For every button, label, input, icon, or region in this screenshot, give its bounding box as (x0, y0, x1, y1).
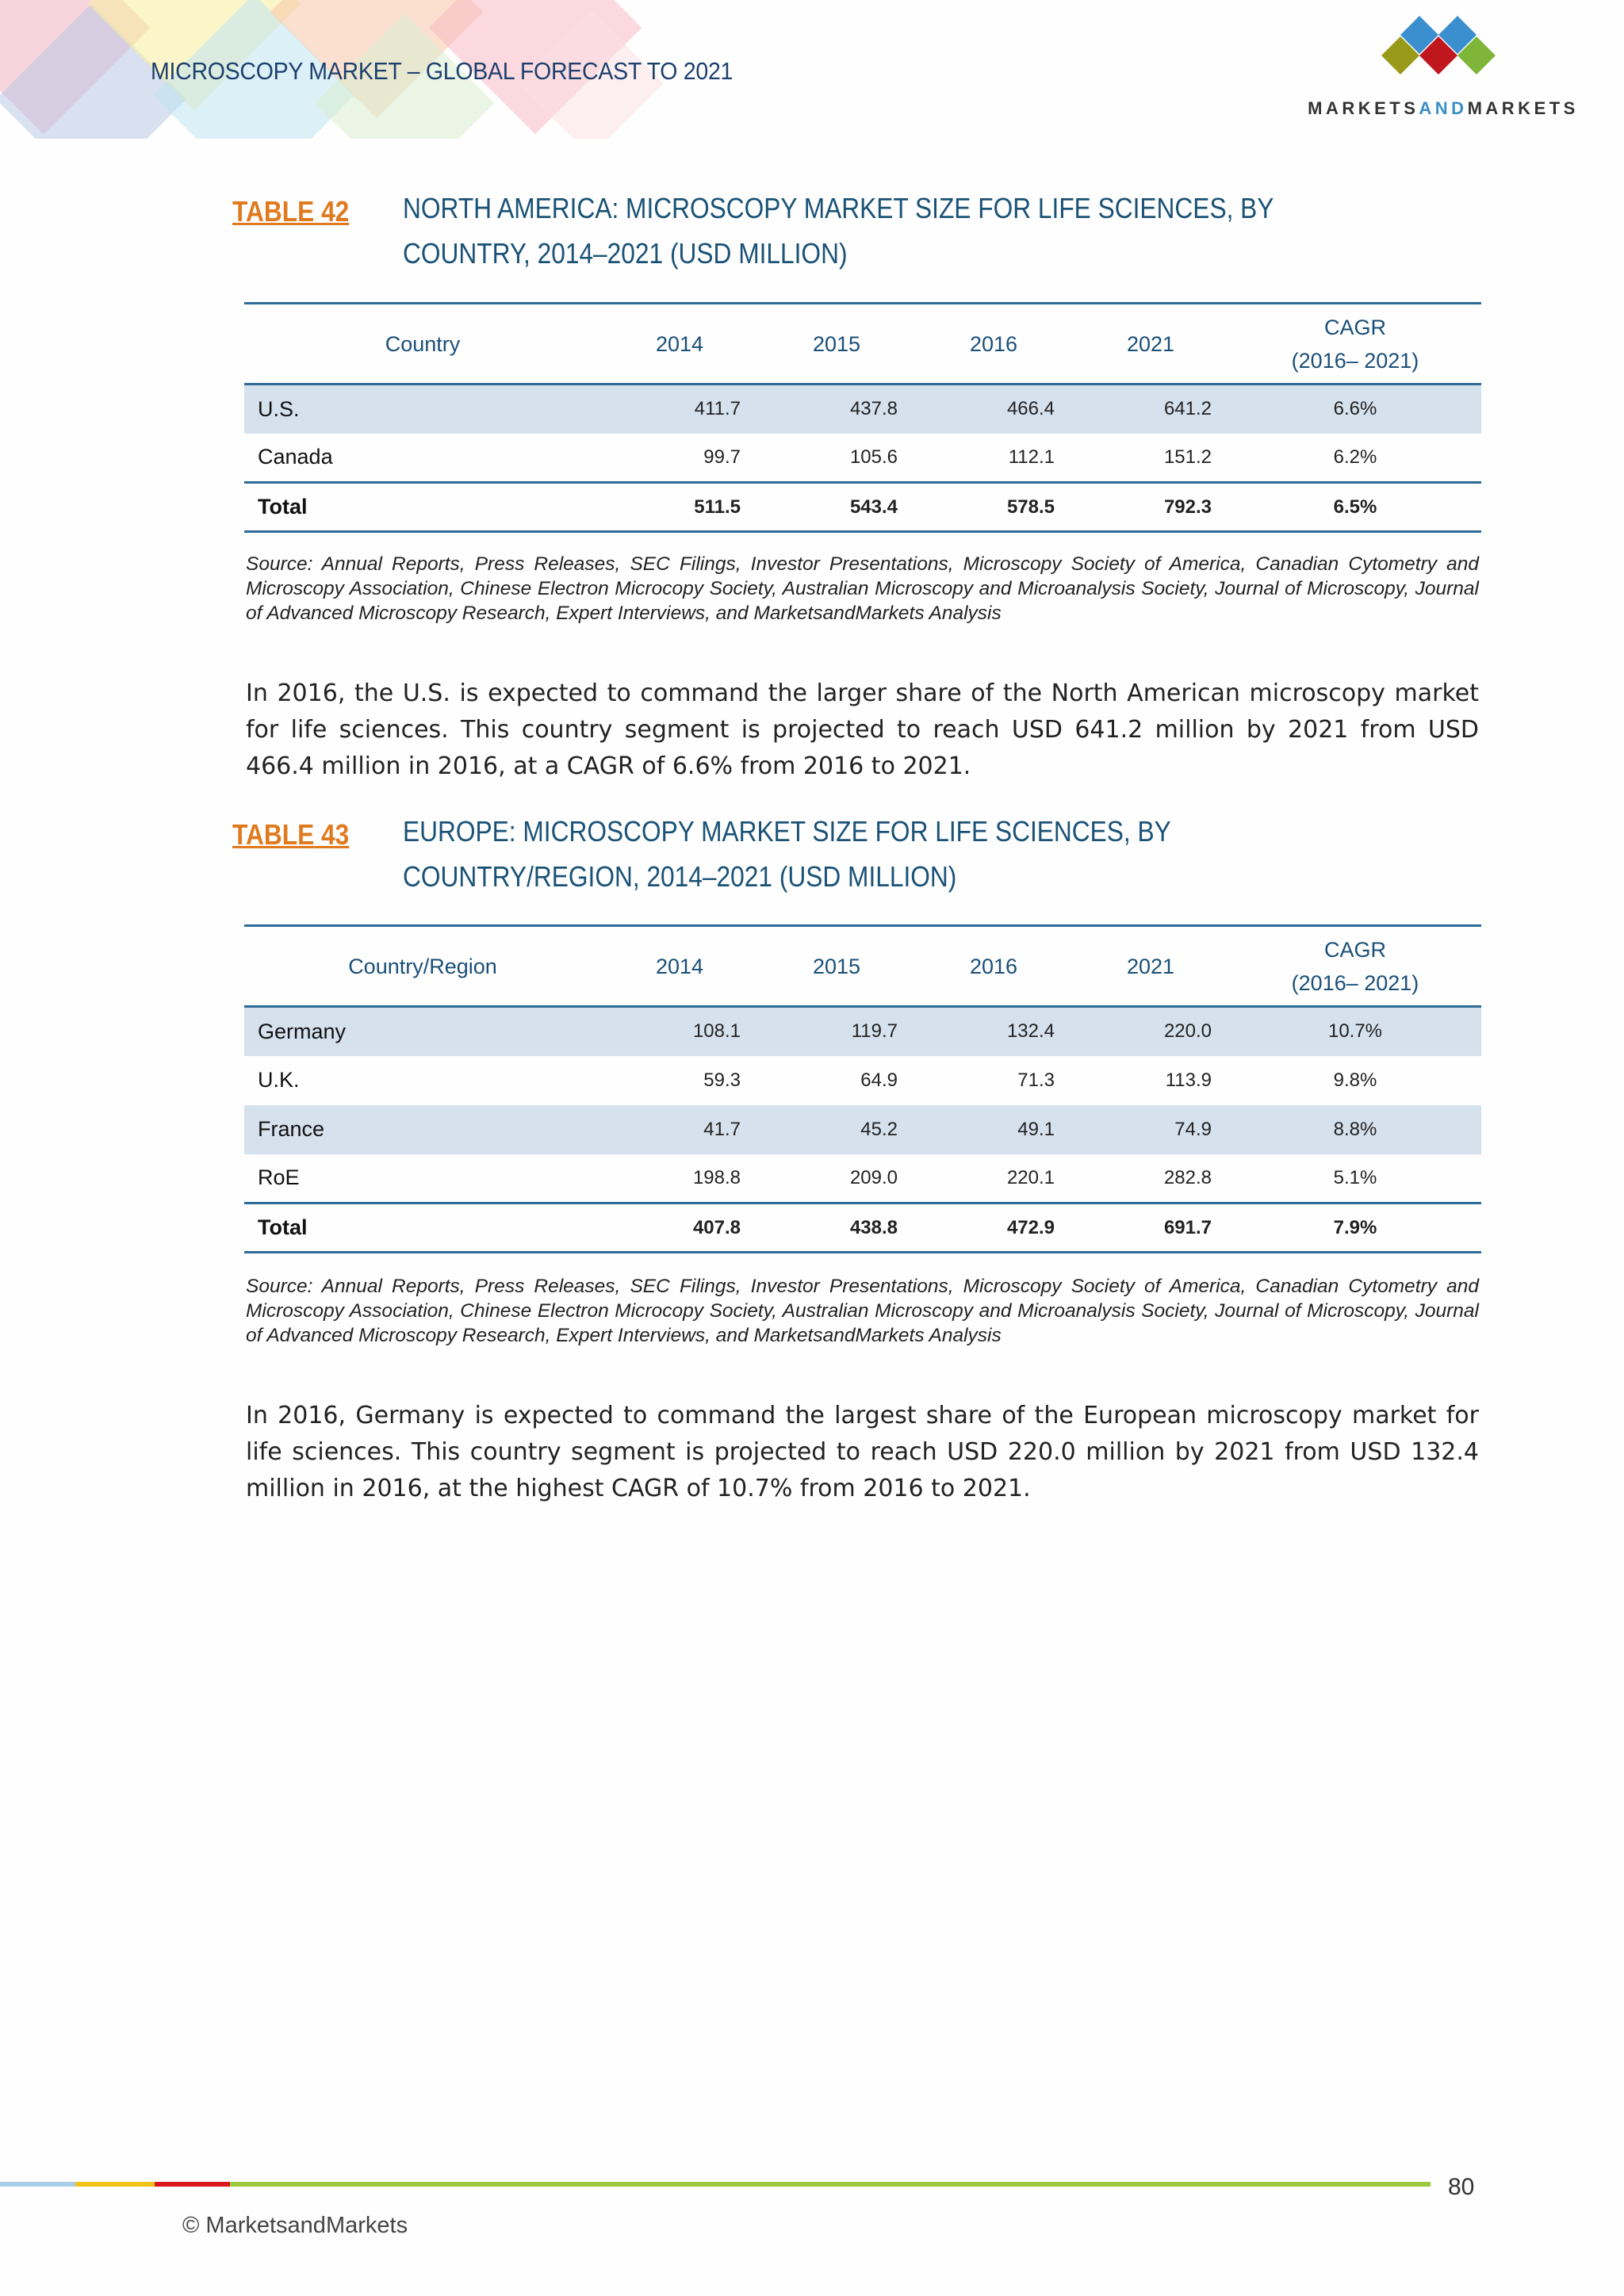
cell-2016: 112.1 (1008, 446, 1055, 468)
table-43-label: TABLE 43 (232, 818, 350, 851)
table-43-paragraph: In 2016, Germany is expected to command the largest share of the European microscopy market for life sciences. This country segment is projected to reach USD 220.0 million by 2021 from USD 132.4 million in 2016, at the highest CAGR of 10.7% from 2016 to 2021. (246, 1402, 1479, 1502)
cell-2014: 411.7 (601, 385, 758, 434)
table-42-label: TABLE 42 (232, 195, 350, 228)
logo-wordmark: MARKETSANDMARKETS (1308, 98, 1579, 118)
header-title: MICROSCOPY MARKET – GLOBAL FORECAST TO 2021 (151, 57, 733, 85)
col-header-country-region: Country/Region (244, 926, 601, 1007)
table-42-paragraph: In 2016, the U.S. is expected to command the larger share of the North American microscopy market for life sciences. This country segment is projected to reach USD 641.2 million by 2021 from USD 466.4 million in 2016, at a CAGR of 6.6% from 2016 to 2021. (246, 679, 1479, 780)
cell-2014: 511.5 (601, 483, 758, 532)
cell-2021: 282.8 (1163, 1166, 1212, 1188)
cell-2016: 466.4 (915, 385, 1072, 434)
row-label: RoE (258, 1165, 300, 1190)
cell-2021: 641.2 (1072, 385, 1229, 434)
cell-2016: 472.9 (915, 1203, 1072, 1253)
table-43 (244, 924, 1481, 1253)
cell-cagr: 6.5% (1229, 483, 1481, 532)
cell-cagr: 5.1% (1333, 1166, 1377, 1188)
table-header-row (244, 926, 1481, 1007)
col-header-2021: 2021 (1072, 926, 1229, 1007)
cell-cagr: 6.6% (1229, 385, 1481, 434)
cell-2015: 119.7 (758, 1007, 915, 1056)
page-number: 80 (1448, 2174, 1475, 2200)
cell-2014: 99.7 (703, 446, 741, 468)
cell-2015: 438.8 (758, 1203, 915, 1253)
cell-cagr: 10.7% (1229, 1007, 1481, 1056)
table-43-source: Source: Annual Reports, Press Releases, SEC Filings, Investor Presentations, Microscopy Society of America, Canadian Cytometry and Microscopy Association, Chinese Electron Microcopy Society, Australian Microscopy and Microanalysis Society, Journal of Microscopy, Journal of Advanced Microscopy Research, Expert Interviews, and MarketsandMarkets Analysis (246, 1276, 1479, 1346)
cell-2021: 74.9 (1072, 1105, 1229, 1154)
markets-and-markets-logo (1293, 14, 1594, 121)
cell-2015: 437.8 (758, 385, 915, 434)
col-header-cagr: CAGR (2016– 2021) (1229, 926, 1481, 1007)
cell-cagr: 8.8% (1229, 1105, 1481, 1154)
cell-2015: 209.0 (849, 1166, 898, 1188)
table-row (244, 385, 1481, 434)
row-label: U.K. (258, 1068, 300, 1092)
copyright: © MarketsandMarkets (182, 2213, 408, 2238)
col-header-2015: 2015 (758, 304, 915, 385)
table-42-source: Source: Annual Reports, Press Releases, SEC Filings, Investor Presentations, Microscopy Society of America, Canadian Cytometry and Microscopy Association, Chinese Electron Microcopy Society, Australian Microscopy and Microanalysis Society, Journal of Microscopy, Journal of Advanced Microscopy Research, Expert Interviews, and MarketsandMarkets Analysis (246, 553, 1479, 624)
table-row (244, 1105, 1481, 1154)
col-header-2016: 2016 (915, 926, 1072, 1007)
row-label: Canada (258, 445, 333, 469)
table-42-title: NORTH AMERICA: MICROSCOPY MARKET SIZE FOR LIFE SCIENCES, BY COUNTRY, 2014–2021 (USD MILLION) (403, 192, 1274, 270)
cell-cagr: 6.2% (1333, 446, 1377, 468)
col-header-2021: 2021 (1072, 304, 1229, 385)
cell-2016: 49.1 (915, 1105, 1072, 1154)
cell-cagr: 7.9% (1229, 1203, 1481, 1253)
col-header-cagr: CAGR (2016– 2021) (1229, 304, 1481, 385)
footer-bar-segment (75, 2182, 155, 2187)
cell-cagr: 9.8% (1333, 1069, 1377, 1091)
cell-2014: 198.8 (692, 1166, 741, 1188)
row-label: U.S. (244, 385, 601, 434)
cell-2015: 64.9 (860, 1069, 898, 1091)
table-43-title: EUROPE: MICROSCOPY MARKET SIZE FOR LIFE SCIENCES, BY COUNTRY/REGION, 2014–2021 (USD MILLION) (403, 815, 1171, 893)
row-label: Germany (244, 1007, 601, 1056)
col-header-2014: 2014 (601, 926, 758, 1007)
col-header-2015: 2015 (758, 926, 915, 1007)
footer-bar-segment (230, 2182, 1431, 2187)
table-header-row (244, 304, 1481, 385)
cell-2014: 41.7 (601, 1105, 758, 1154)
table-row (244, 434, 1481, 483)
col-header-country: Country (244, 304, 601, 385)
row-label: Total (244, 483, 601, 532)
cell-2016: 220.1 (1006, 1166, 1055, 1188)
cell-2021: 691.7 (1072, 1203, 1229, 1253)
footer-bar-segment (155, 2182, 230, 2187)
cell-2021: 151.2 (1163, 446, 1212, 468)
table-row (244, 1056, 1481, 1105)
col-header-2014: 2014 (601, 304, 758, 385)
cell-2014: 108.1 (601, 1007, 758, 1056)
cell-2016: 132.4 (915, 1007, 1072, 1056)
table-row (244, 1007, 1481, 1056)
cell-2021: 113.9 (1165, 1069, 1212, 1091)
cell-2015: 45.2 (758, 1105, 915, 1154)
cell-2015: 105.6 (849, 446, 898, 468)
logo-diamonds-icon (1293, 14, 1594, 94)
row-label: Total (244, 1203, 601, 1253)
footer-bar-segment (0, 2182, 75, 2187)
cell-2014: 407.8 (601, 1203, 758, 1253)
table-total-row (244, 483, 1481, 532)
cell-2021: 220.0 (1072, 1007, 1229, 1056)
cell-2015: 543.4 (758, 483, 915, 532)
cell-2021: 792.3 (1072, 483, 1229, 532)
table-total-row (244, 1203, 1481, 1253)
row-label: France (244, 1105, 601, 1154)
cell-2016: 71.3 (1017, 1069, 1055, 1091)
table-row (244, 1154, 1481, 1203)
col-header-2016: 2016 (915, 304, 1072, 385)
table-42 (244, 302, 1481, 533)
cell-2014: 59.3 (703, 1069, 741, 1091)
cell-2016: 578.5 (915, 483, 1072, 532)
